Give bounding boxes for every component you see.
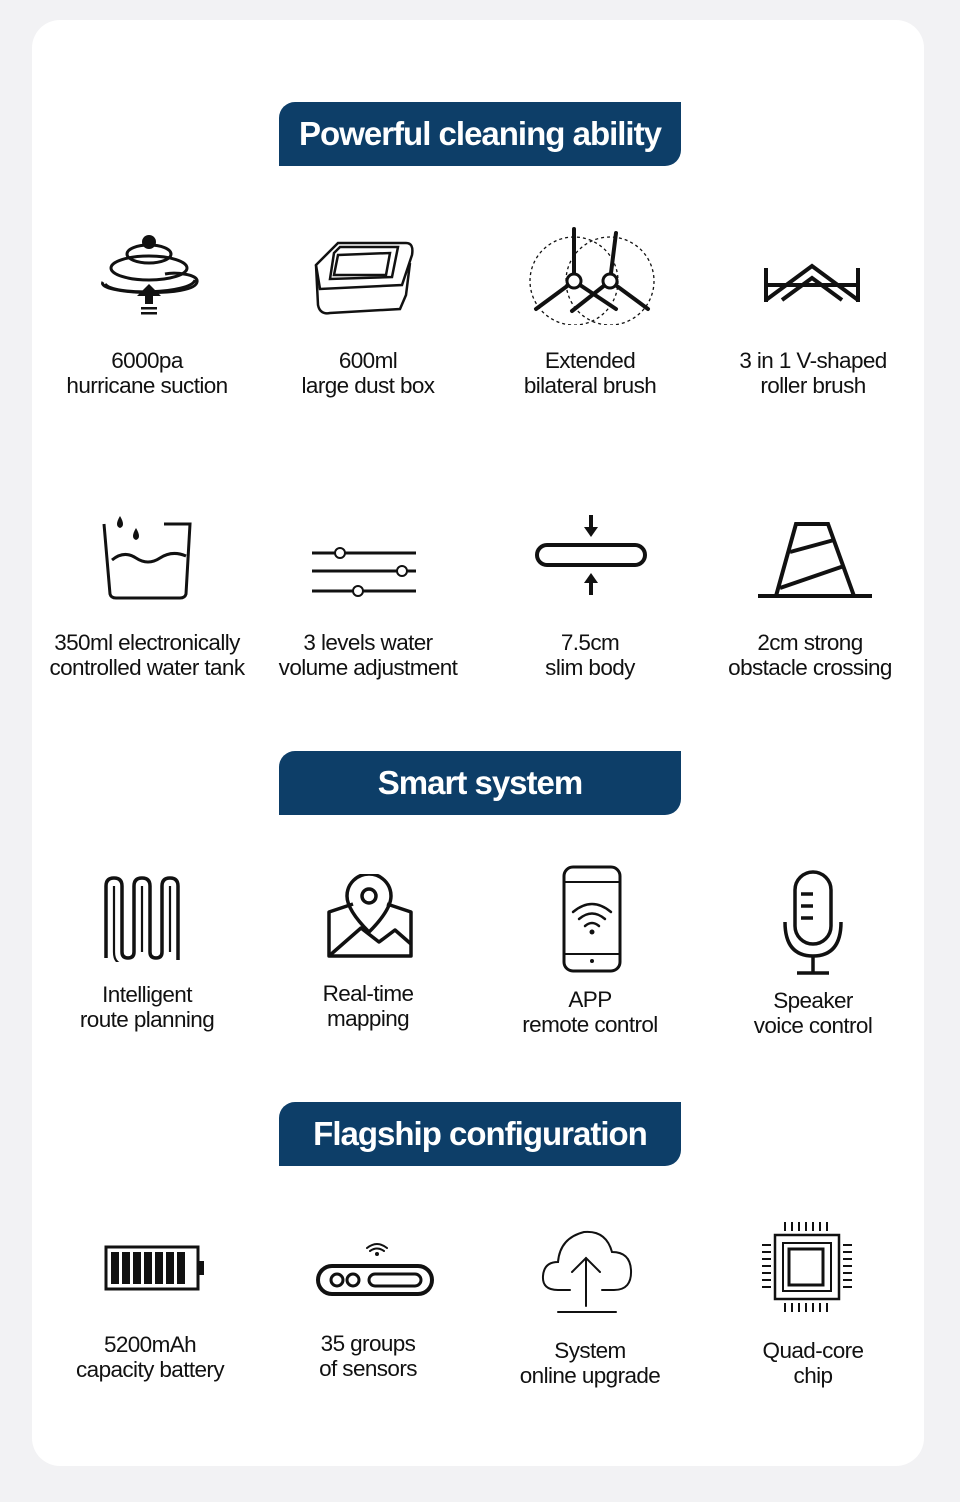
feature-label-water-tank: 350ml electronically controlled water tank [49, 630, 245, 680]
section-title-smart: Smart system [279, 751, 681, 815]
dust-box-icon [310, 235, 420, 320]
feature-label-dust-box: 600ml large dust box [301, 348, 435, 398]
feature-label-sensors: 35 groups of sensors [319, 1331, 417, 1381]
feature-label-route: Intelligent route planning [79, 982, 215, 1032]
suction-icon [95, 232, 205, 322]
section-title-cleaning: Powerful cleaning ability [279, 102, 681, 166]
section-title-flagship: Flagship configuration [279, 1102, 681, 1166]
phone-wifi-icon [561, 864, 623, 974]
map-pin-icon [325, 874, 415, 960]
feature-label-mapping: Real-time mapping [322, 981, 414, 1031]
slim-body-icon [534, 513, 648, 597]
feature-label-suction: 6000pa hurricane suction [66, 348, 228, 398]
feature-label-obstacle: 2cm strong obstacle crossing [728, 630, 892, 680]
feature-label-app: APP remote control [522, 987, 658, 1037]
feature-label-chip: Quad-core chip [762, 1338, 864, 1388]
feature-label-brush: Extended bilateral brush [523, 348, 657, 398]
feature-label-upgrade: System online upgrade [519, 1338, 661, 1388]
roller-brush-icon [762, 262, 862, 307]
cloud-upload-icon [540, 1228, 634, 1314]
obstacle-icon [756, 518, 874, 600]
feature-label-slim-body: 7.5cm slim body [545, 630, 635, 680]
water-tank-icon [100, 512, 195, 602]
brush-icon [528, 225, 656, 325]
feature-label-roller-brush: 3 in 1 V-shaped roller brush [739, 348, 887, 398]
battery-icon [104, 1245, 206, 1291]
route-icon [103, 876, 187, 962]
microphone-icon [783, 870, 843, 978]
slider-icon [308, 545, 420, 601]
chip-icon [759, 1219, 855, 1315]
feature-label-water-volume: 3 levels water volume adjustment [278, 630, 458, 680]
feature-label-voice: Speaker voice control [753, 988, 873, 1038]
feature-label-battery: 5200mAh capacity battery [76, 1332, 224, 1382]
sensor-icon [315, 1240, 435, 1298]
